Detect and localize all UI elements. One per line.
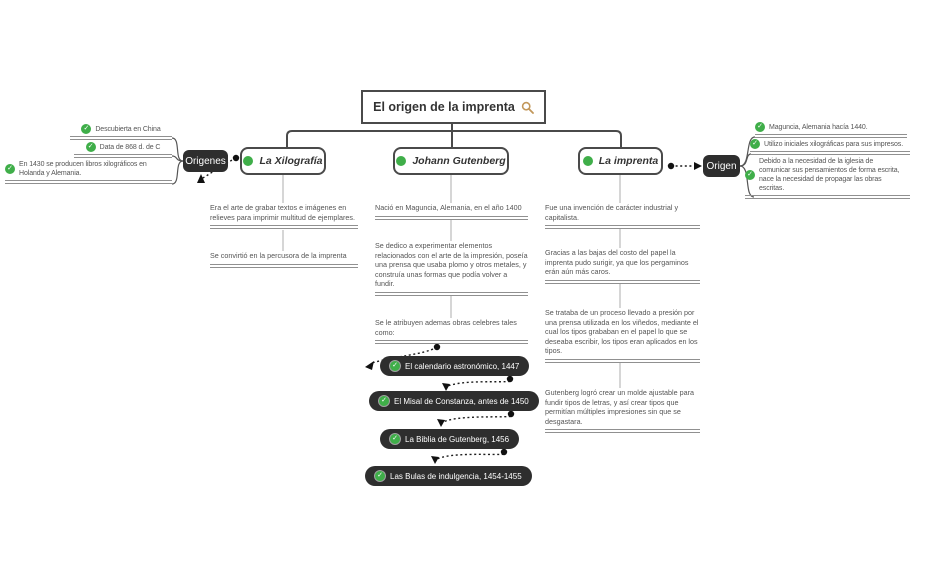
branch-node-xilografia[interactable] — [240, 147, 326, 175]
note-text: Gracias a las bajas del costo del papel la imprenta pudo surigir, ya que los pergaminos erán aún más caros. — [545, 248, 689, 276]
work-node-calendario[interactable] — [380, 356, 529, 376]
branch-node-imprenta[interactable] — [578, 147, 663, 175]
left-item-3[interactable] — [5, 160, 172, 184]
left-item-text: En 1430 se producen libros xilográficos en Holanda y Alemania. — [19, 161, 147, 177]
note-gutenberg-2[interactable] — [375, 241, 528, 296]
branch-node-gutenberg[interactable] — [393, 147, 509, 175]
note-imprenta-4[interactable] — [545, 388, 700, 433]
right-item-3[interactable] — [745, 157, 910, 199]
work-label: La Biblia de Gutenberg, 1456 — [405, 434, 510, 444]
check-icon: ✓ — [375, 471, 385, 481]
check-icon: ✓ — [390, 361, 400, 371]
search-icon[interactable] — [521, 101, 534, 114]
right-item-2[interactable] — [750, 139, 910, 155]
root-node[interactable] — [361, 90, 546, 124]
check-icon: ✓ — [379, 396, 389, 406]
origenes-node[interactable] — [183, 150, 228, 172]
note-text: Se convirtió en la percusora de la imprenta — [210, 251, 347, 260]
note-xilografia-1[interactable] — [210, 203, 358, 229]
branch-label: Johann Gutenberg — [412, 155, 506, 167]
right-item-text: Maguncia, Alemania hacía 1440. — [769, 123, 868, 131]
note-imprenta-1[interactable] — [545, 203, 700, 229]
work-node-biblia[interactable] — [380, 429, 519, 449]
note-imprenta-3[interactable] — [545, 308, 700, 363]
left-item-2[interactable] — [74, 142, 172, 158]
left-item-text: Descubierta en China — [95, 125, 161, 133]
left-item-1[interactable] — [70, 124, 172, 140]
green-dot-icon — [396, 156, 406, 166]
check-icon: ✓ — [745, 170, 755, 180]
right-item-text: Utilizo iniciales xilográficas para sus impresos. — [764, 140, 904, 148]
check-icon: ✓ — [750, 139, 760, 149]
left-item-text: Data de 868 d. de C — [99, 143, 161, 151]
check-icon: ✓ — [755, 122, 765, 132]
origenes-node-label: Origenes — [185, 155, 226, 167]
green-dot-icon — [243, 156, 253, 166]
check-icon: ✓ — [81, 124, 91, 134]
branch-label: La Xilografía — [259, 155, 323, 167]
origen-node-label: Origen — [706, 160, 737, 172]
work-label: Las Bulas de indulgencia, 1454-1455 — [390, 471, 522, 481]
note-text: Era el arte de grabar textos e imágenes en relieves para imprimir multitud de ejemplares. — [210, 203, 355, 222]
note-text: Fue una invención de carácter industrial y capitalista. — [545, 203, 679, 222]
note-gutenberg-1[interactable] — [375, 203, 528, 220]
work-node-bulas[interactable] — [365, 466, 532, 486]
note-text: Nació en Maguncia, Alemania, en el año 1400 — [375, 203, 522, 212]
note-text: Gutenberg logró crear un molde ajustable para fundir tipos de letras, y así crear tipos que permitían múltiples impresiones sin que se desgastara. — [545, 388, 695, 426]
check-icon: ✓ — [5, 164, 15, 174]
origen-node[interactable] — [703, 155, 740, 177]
check-icon: ✓ — [86, 142, 96, 152]
note-text: Se dedico a experimentar elementos relacionados con el arte de la impresión, poseía una prensa que usaba plomo y otros metales, y construía unas formas que podía volver a fundir. — [375, 241, 528, 288]
note-text: Se le atribuyen ademas obras celebres tales como: — [375, 318, 517, 337]
work-label: El Misal de Constanza, antes de 1450 — [394, 396, 529, 406]
green-dot-icon — [583, 156, 593, 166]
note-gutenberg-3[interactable] — [375, 318, 528, 344]
right-item-1[interactable] — [755, 122, 907, 138]
check-icon: ✓ — [390, 434, 400, 444]
branch-label: La imprenta — [598, 155, 659, 167]
work-label: El calendario astronómico, 1447 — [405, 361, 520, 371]
work-node-misal[interactable] — [369, 391, 539, 411]
note-xilografia-2[interactable] — [210, 251, 358, 268]
note-text: Se trataba de un proceso llevado a presión por una prensa utilizada en los viñedos, mediante el cual los tipos grababan en el papel lo que se deseaba escribir, los tipos eran aplicados en los tipos. — [545, 308, 699, 355]
note-imprenta-2[interactable] — [545, 248, 700, 284]
right-item-text: Debido a la necesidad de la iglesia de comunicar sus pensamientos de forma escrita, nace la necesidad de propagar las obras escritas. — [759, 158, 900, 192]
root-node-label: El origen de la imprenta — [373, 100, 515, 114]
